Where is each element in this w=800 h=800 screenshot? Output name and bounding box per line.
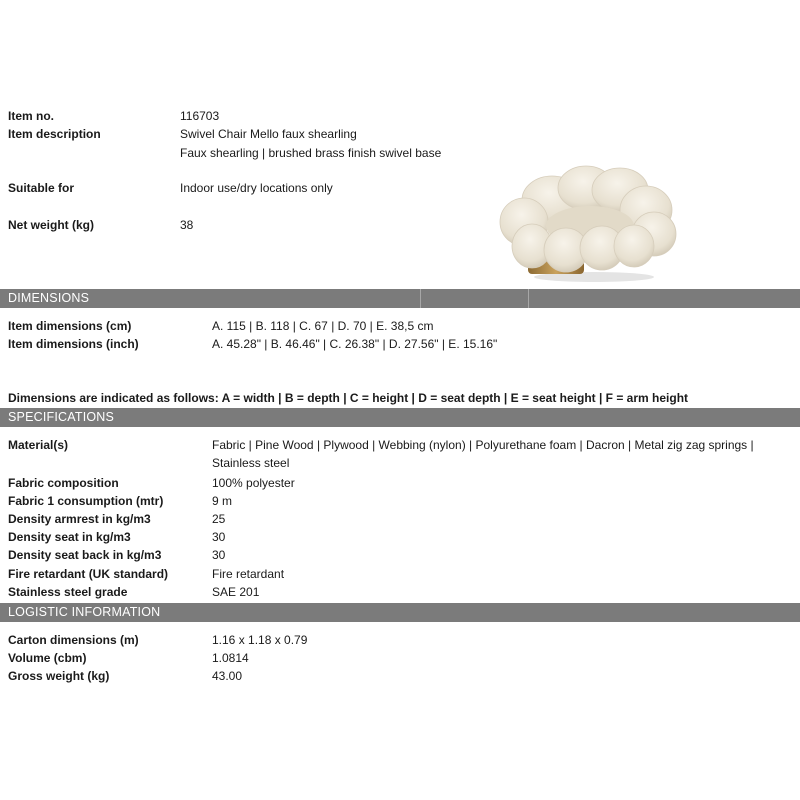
item-description-value-2: Faux shearling | brushed brass finish swivel base <box>180 146 442 160</box>
logistics-label: Gross weight (kg) <box>8 669 110 683</box>
spec-value: SAE 201 <box>212 585 260 599</box>
spec-value: 30 <box>212 530 226 544</box>
dimensions-header <box>0 289 800 308</box>
spec-value: 30 <box>212 548 226 562</box>
item-no-label: Item no. <box>8 109 55 123</box>
dimensions-inch-value: A. 45.28" | B. 46.46" | C. 26.38" | D. 27.56" | E. 15.16" <box>212 337 498 351</box>
spec-label: Fire retardant (UK standard) <box>8 567 169 581</box>
logistics-value: 1.16 x 1.18 x 0.79 <box>212 633 308 647</box>
spec-value: 25 <box>212 512 226 526</box>
spec-value: 100% polyester <box>212 476 295 490</box>
dimensions-title: DIMENSIONS <box>8 291 90 305</box>
specifications-title: SPECIFICATIONS <box>8 410 115 424</box>
spec-label: Density armrest in kg/m3 <box>8 512 151 526</box>
item-description-value-1: Swivel Chair Mello faux shearling <box>180 127 357 141</box>
band-divider <box>420 289 421 308</box>
specifications-header <box>0 408 800 427</box>
dimensions-cm-label: Item dimensions (cm) <box>8 319 132 333</box>
logistics-title: LOGISTIC INFORMATION <box>8 605 161 619</box>
logistics-label: Volume (cbm) <box>8 651 87 665</box>
product-image <box>494 160 694 282</box>
materials-value-2: Stainless steel <box>212 456 290 470</box>
spec-label: Stainless steel grade <box>8 585 128 599</box>
spec-label: Fabric composition <box>8 476 119 490</box>
net-weight-label: Net weight (kg) <box>8 218 94 232</box>
spec-value: 9 m <box>212 494 233 508</box>
logistics-value: 1.0814 <box>212 651 249 665</box>
item-description-label: Item description <box>8 127 101 141</box>
logistics-value: 43.00 <box>212 669 243 683</box>
materials-value-1: Fabric | Pine Wood | Plywood | Webbing (nylon) | Polyurethane foam | Dacron | Metal zig zag springs | <box>212 438 754 452</box>
suitable-for-value: Indoor use/dry locations only <box>180 181 333 195</box>
spec-label: Density seat back in kg/m3 <box>8 548 162 562</box>
spec-label: Fabric 1 consumption (mtr) <box>8 494 164 508</box>
materials-label: Material(s) <box>8 438 69 452</box>
item-no-value: 116703 <box>180 109 220 123</box>
dimensions-inch-label: Item dimensions (inch) <box>8 337 139 351</box>
spec-label: Density seat in kg/m3 <box>8 530 131 544</box>
logistics-header <box>0 603 800 622</box>
band-divider <box>528 289 529 308</box>
spec-value: Fire retardant <box>212 567 285 581</box>
suitable-for-label: Suitable for <box>8 181 75 195</box>
logistics-label: Carton dimensions (m) <box>8 633 139 647</box>
dimensions-cm-value: A. 115 | B. 118 | C. 67 | D. 70 | E. 38,5 cm <box>212 319 434 333</box>
dimensions-legend: Dimensions are indicated as follows: A = width | B = depth | C = height | D = seat depth | E = seat height | F = arm height <box>8 391 689 405</box>
net-weight-value: 38 <box>180 218 194 232</box>
